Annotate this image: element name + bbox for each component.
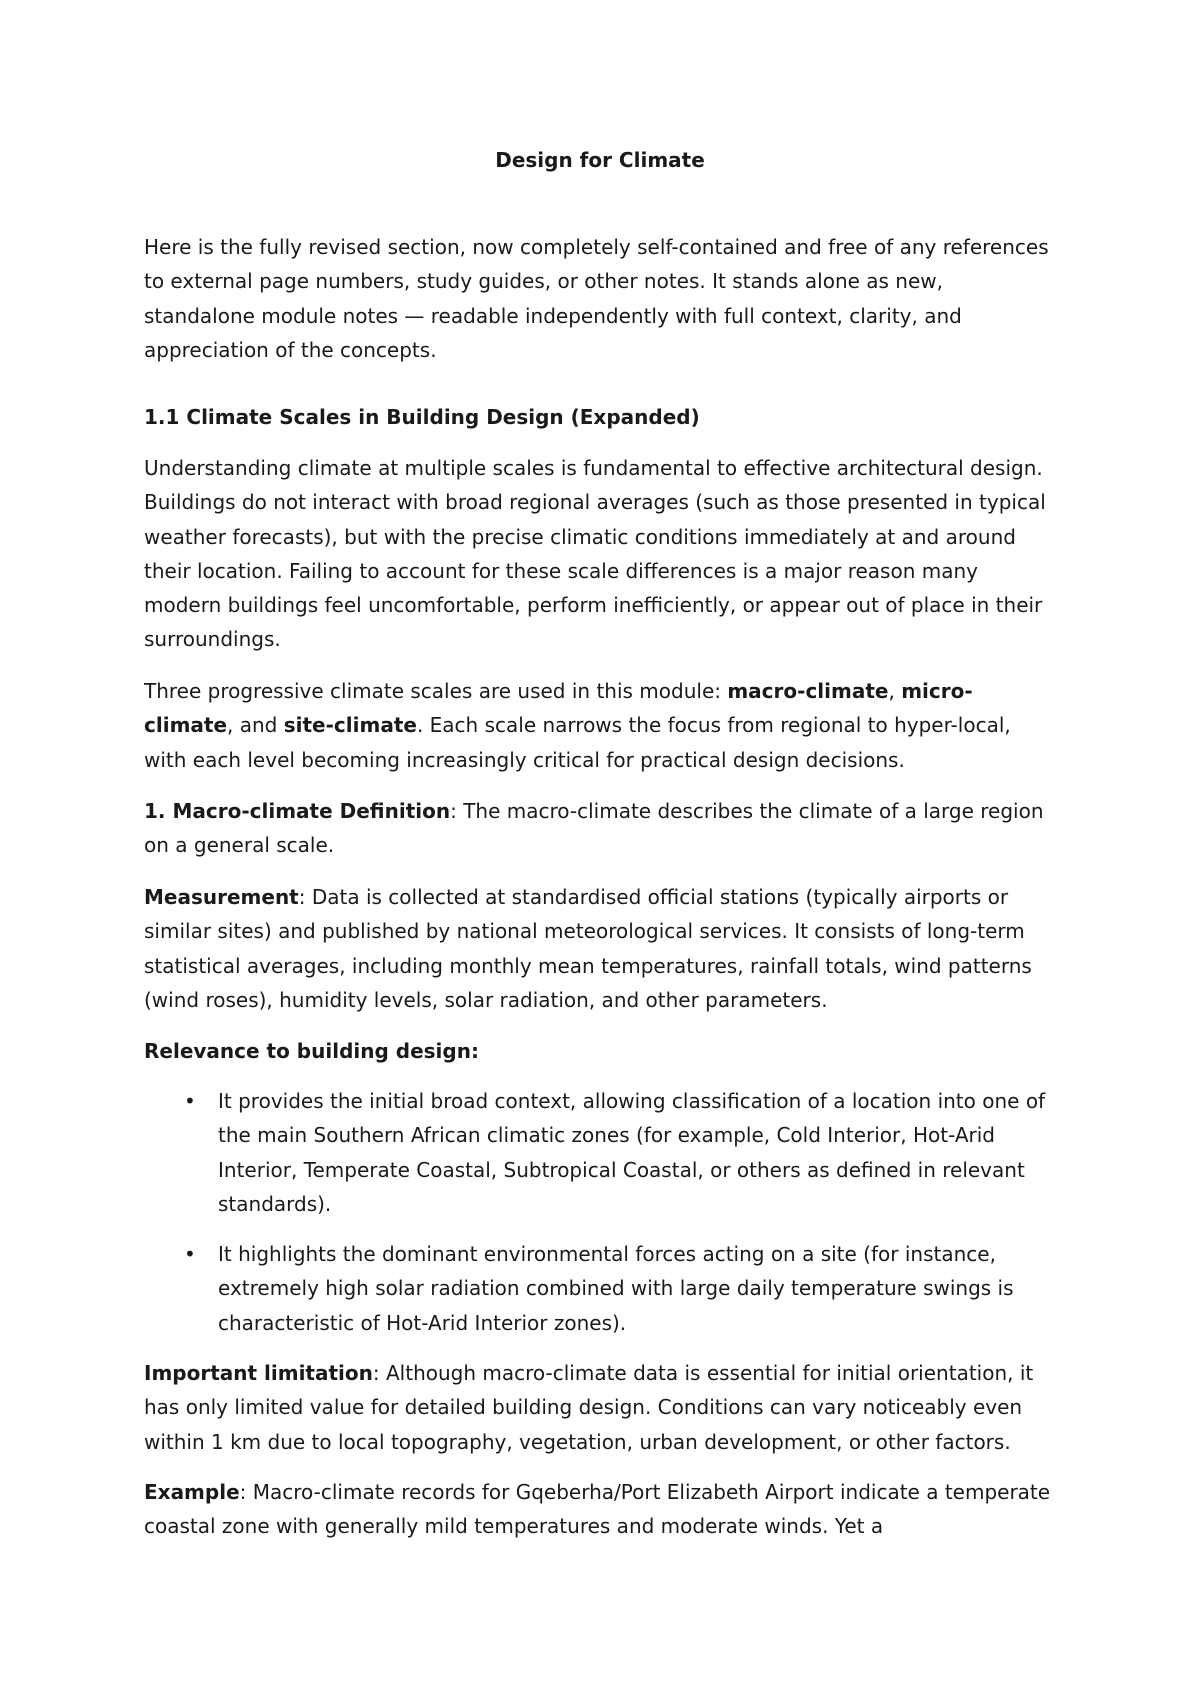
relevance-list	[144, 1237, 1056, 1340]
term-micro-climate: micro-climate	[144, 679, 973, 738]
macro-definition-paragraph	[144, 794, 1056, 863]
list-item-text: It highlights the dominant environmental forces acting on a site (for instance, extremely high solar radiation combined with large daily temperature swings is characteristic of Hot-Arid Interior zones).	[218, 1242, 1014, 1335]
bullet-icon: •	[184, 1089, 196, 1113]
limitation-text: : Although macro-climate data is essential for initial orientation, it has only limited value for detailed building design. Conditions can vary noticeably even within 1 km due to local topography, vegetation, urban development, or other factors.	[144, 1361, 1034, 1454]
list-item-text: It provides the initial broad context, allowing classification of a location into one of the main Southern African climatic zones (for example, Cold Interior, Hot-Arid Interior, Temperate Coastal, Subtropical Coastal, or others as defined in relevant standards).	[218, 1089, 1046, 1216]
intro-paragraph: Here is the fully revised section, now completely self-contained and free of any references to external page numbers, study guides, or other notes. It stands alone as new, standalone module notes — readable independently with full context, clarity, and appreciation of the concepts.	[144, 235, 1049, 362]
document-title: Design for Climate	[495, 148, 705, 172]
bullet-icon: •	[184, 1242, 196, 1266]
term-site-climate: site-climate	[283, 713, 417, 738]
understanding-paragraph: Understanding climate at multiple scales is fundamental to effective architectural design. Buildings do not interact with broad regional averages (such as those presented in typical weather forecasts), but with the precise climatic conditions immediately at and around their location. Failing to account for these scale differences is a major reason many modern buildings feel uncomfortable, perform inefficiently, or appear out of place in their surroundings.	[144, 456, 1046, 652]
relevance-list	[144, 1084, 1056, 1221]
list-item	[144, 1084, 1056, 1221]
three-scales-prefix: Three progressive climate scales are used in this module:	[144, 679, 728, 703]
measurement-label: Measurement	[144, 885, 299, 909]
three-scales-separator: ,	[888, 679, 902, 703]
term-macro-climate: macro-climate	[727, 679, 889, 703]
example-text: : Macro-climate records for Gqeberha/Port Elizabeth Airport indicate a temperate coastal zone with generally mild temperatures and moderate winds. Yet a	[144, 1480, 1051, 1539]
three-scales-separator: , and	[227, 713, 284, 738]
section-heading: 1.1 Climate Scales in Building Design (Expanded)	[144, 405, 700, 429]
three-scales-suffix: . Each scale narrows the focus from regional to hyper-local, with each level becoming increasingly critical for practical design decisions.	[144, 713, 1011, 772]
measurement-text: : Data is collected at standardised official stations (typically airports or similar sites) and published by national meteorological services. It consists of long-term statistical averages, including monthly mean temperatures, rainfall totals, wind patterns (wind roses), humidity levels, solar radiation, and other parameters.	[144, 885, 1032, 1012]
macro-definition-label: 1. Macro-climate Definition	[144, 799, 451, 823]
limitation-paragraph	[144, 1356, 1056, 1459]
example-paragraph	[144, 1475, 1056, 1544]
example-label: Example	[144, 1480, 240, 1504]
limitation-label: Important limitation	[144, 1361, 373, 1385]
list-item	[144, 1237, 1056, 1340]
relevance-heading: Relevance to building design:	[144, 1039, 479, 1063]
three-scales-paragraph	[144, 674, 1056, 777]
macro-definition-text: : The macro-climate describes the climate of a large region on a general scale.	[144, 799, 1044, 858]
measurement-paragraph	[144, 880, 1056, 1017]
